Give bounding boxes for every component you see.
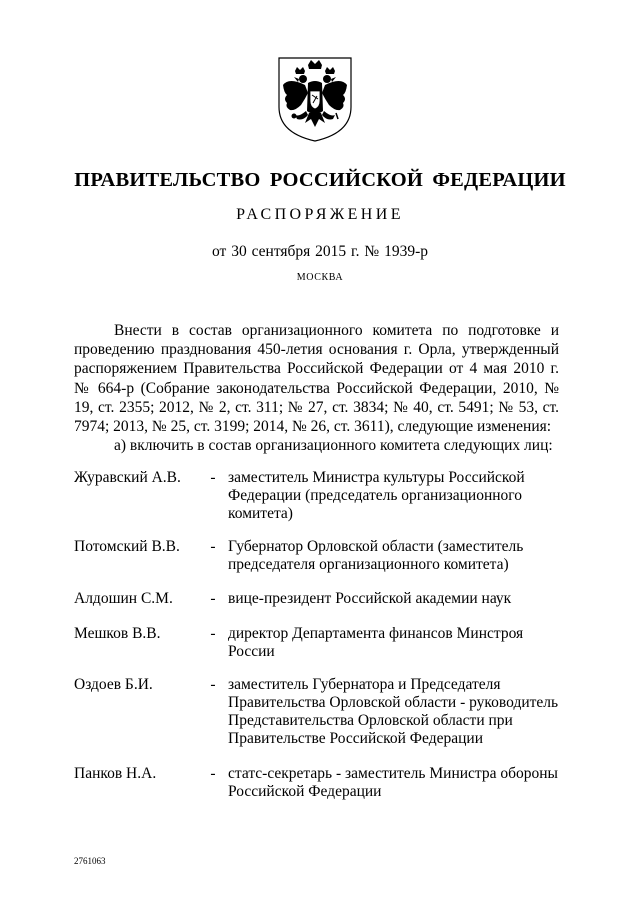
member-name: Оздоев Б.И. (74, 676, 153, 693)
member-name: Мешков В.В. (74, 625, 161, 642)
document-date-number: от 30 сентября 2015 г. № 1939-р (212, 243, 428, 260)
order-body (74, 321, 559, 455)
member-row (74, 765, 568, 801)
member-name: Журавский А.В. (74, 469, 181, 486)
member-row (74, 538, 568, 574)
document-city: МОСКВА (296, 272, 344, 283)
member-role: статс-секретарь - заместитель Министра обороны Российской Федерации (228, 765, 558, 800)
member-role: вице-президент Российской академии наук (228, 590, 512, 607)
member-dash: - (210, 765, 216, 782)
document-code: 2761063 (74, 856, 106, 866)
member-row (74, 676, 568, 748)
member-role: Губернатор Орловской области (заместитель председателя организационного комитета) (228, 538, 524, 573)
member-role: заместитель Министра культуры Российской Федерации (председатель организационного комитета) (228, 469, 525, 522)
order-item-a: а) включить в состав организационного комитета следующих лиц: (114, 437, 553, 455)
member-name: Потомский В.В. (74, 538, 180, 555)
member-dash: - (210, 676, 216, 693)
document-type: РАСПОРЯЖЕНИЕ (236, 206, 404, 223)
member-role: директор Департамента финансов Минстроя России (228, 625, 524, 660)
member-dash: - (210, 625, 216, 642)
member-name: Алдошин С.М. (74, 590, 173, 607)
member-row (74, 469, 568, 523)
member-dash: - (210, 469, 216, 486)
member-row (74, 625, 568, 661)
member-role: заместитель Губернатора и Председателя Правительства Орловской области - руководитель Представительства Орловской области при Правительстве Российской Федерации (228, 676, 559, 747)
coat-of-arms-emblem (275, 55, 355, 143)
member-dash: - (210, 590, 216, 607)
order-intro-paragraph: Внести в состав организационного комитета по подготовке и проведению празднования 450-летия основания г. Орла, утвержденный распоряжением Правительства Российской Федерации от 4 мая 2010 г. № 664-р (Собрание законодательства Российской Федерации, 2010, № 19, ст. 2355; 2012, № 2, ст. 311; № 27, ст. 3834; № 40, ст. 5491; № 53, ст. 7974; 2013, № 25, ст. 3199; 2014, № 26, ст. 3611), следующие изменения: (74, 322, 559, 436)
government-title: ПРАВИТЕЛЬСТВО РОССИЙСКОЙ ФЕДЕРАЦИИ (74, 169, 566, 191)
member-name: Панков Н.А. (74, 765, 157, 782)
member-dash: - (210, 538, 216, 555)
member-row (74, 590, 568, 608)
